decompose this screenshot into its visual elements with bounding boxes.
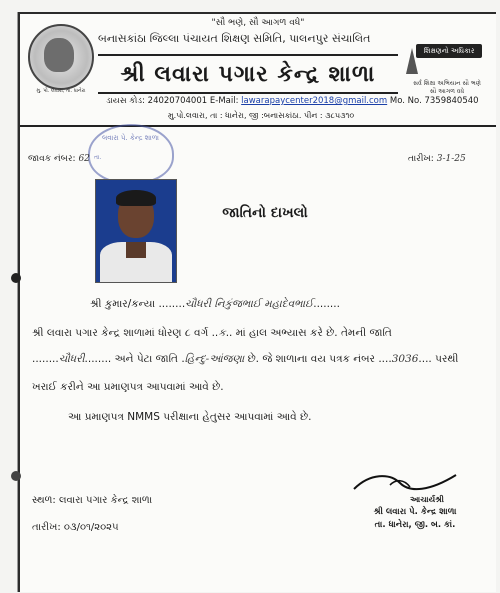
- student-name-line: શ્રી કુમાર/કન્યા ........ચૌધરી નિકુંજભાઈ મહાદેવભાઈ........: [90, 298, 340, 310]
- email-link[interactable]: lawarapaycenter2018@gmail.com: [241, 96, 388, 106]
- inward-label: જાવક નંબર:: [28, 154, 76, 164]
- footer-date-label: તારીખ:: [32, 522, 61, 533]
- inward-number: [28, 154, 90, 164]
- purpose-line: આ પ્રમાણપત્ર NMMS પરીક્ષાના હેતુસર આપવામાં આવે છે.: [68, 411, 312, 423]
- school-title: શ્રી લવારા પગાર કેન્દ્ર શાળા: [98, 54, 398, 94]
- issue-date-value: 3-1-25: [436, 154, 466, 164]
- footer-date-line: [32, 522, 119, 533]
- organisation-line: બનાસકાંઠા જિલ્લા પંચાયત શિક્ષણ સમિતિ, પાલનપુર સંચાલિત: [98, 32, 371, 45]
- rte-badge: શિક્ષણનો અધિકાર: [416, 44, 482, 58]
- emblem-caption: મુ. પો. લવારા, તા. ધાનેરા: [36, 88, 86, 94]
- caste-value: ચૌધરી: [58, 353, 85, 365]
- signature-icon: [350, 469, 460, 495]
- issue-date-label: તારીખ:: [408, 154, 434, 164]
- inward-value: 62: [78, 154, 90, 164]
- school-motto: "સૌ ભણે, સૌ આગળ વધે": [211, 18, 305, 28]
- mobile-number: 7359840540: [424, 96, 479, 106]
- student-photo: [95, 179, 177, 283]
- place-line: [32, 495, 152, 506]
- class-line-text: શ્રી લવારા પગાર કેન્દ્ર શાળામાં ધોરણ ૮ વર્ગ: [32, 327, 209, 339]
- contact-line: [106, 96, 479, 106]
- class-section: ક: [218, 327, 226, 339]
- punch-hole: [11, 471, 21, 481]
- mobile-label: Mo. No.: [389, 96, 422, 106]
- issue-date: [408, 154, 466, 164]
- sub-caste-value: હિન્દુ-આંજણા: [184, 353, 245, 365]
- caste-line: ........ચૌધરી........ અને પેટા જાતિ .હિન્દુ-આંજણા છે. જે શાળાના વય પત્રક નંબર ....3036.... પરથી: [32, 353, 459, 365]
- class-line-suffix: માં હાલ અભ્યાસ કરે છે. તેમની જાતિ: [235, 327, 392, 339]
- stamp-date: તા.: [94, 154, 102, 161]
- signatory-title: આચાર્યશ્રી: [410, 495, 444, 504]
- signatory-address: તા. ધાનેરા, જી. બ. કાં.: [374, 520, 456, 530]
- header-divider: [20, 125, 496, 127]
- student-label: શ્રી કુમાર/કન્યા: [90, 298, 156, 310]
- rte-caption: સર્વ શિક્ષા અભિયાન સૌ ભણે સૌ આગળ વધે: [413, 80, 481, 95]
- place-value: લવારા પગાર કેન્દ્ર શાળા: [58, 495, 153, 506]
- school-emblem-icon: [28, 24, 94, 90]
- register-number: 3036: [391, 353, 419, 365]
- certificate-title: જાતિનો દાખલો: [222, 205, 308, 221]
- sub-caste-label: અને પેટા જાતિ: [114, 353, 178, 365]
- certificate-page: [18, 12, 496, 592]
- class-line: શ્રી લવારા પગાર કેન્દ્ર શાળામાં ધોરણ ૮ વર્ગ ..ક.. માં હાલ અભ્યાસ કરે છે. તેમની જાતિ: [32, 327, 392, 339]
- register-suffix: પરથી: [435, 353, 459, 365]
- school-address: મુ.પો.લવારા, તા : ધાનેરા, જી :બનાસકાંઠા. પીન : ૩૮૫૩૧૦: [168, 111, 355, 120]
- register-label: છે. જે શાળાના વય પત્રક નંબર: [247, 353, 375, 365]
- student-name: ચૌધરી નિકુંજભાઈ મહાદેવભાઈ: [185, 298, 314, 310]
- email-label: E-Mail:: [209, 96, 239, 106]
- dise-code: 24020704001: [147, 96, 208, 106]
- dise-label: ડાયસ કોડ:: [106, 96, 145, 106]
- stamp-text: લવારા પે. કેન્દ્ર શાળા: [102, 134, 160, 142]
- rte-logo-icon: [402, 44, 488, 78]
- verification-line: ખરાઈ કરીને આ પ્રમાણપત્ર આપવામાં આવે છે.: [32, 381, 224, 393]
- place-label: સ્થળ:: [32, 495, 56, 506]
- footer-date-value: ૦૩/૦૧/૨૦૨૫: [63, 522, 119, 533]
- signatory-school: શ્રી લવારા પે. કેન્દ્ર શાળા: [373, 507, 457, 517]
- punch-hole: [11, 273, 21, 283]
